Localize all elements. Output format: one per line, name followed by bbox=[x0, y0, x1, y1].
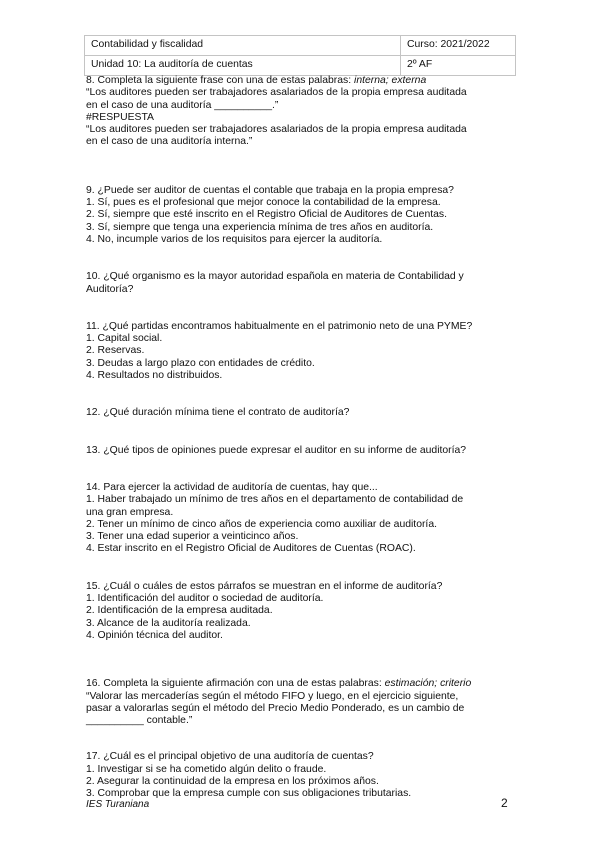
question-9-item: 4. No, incumple varios de los requisitos para ejercer la auditoría. bbox=[86, 233, 383, 245]
question-14-item: 1. Haber trabajado un mínimo de tres años en el departamento de contabilidad de bbox=[86, 494, 464, 506]
page-number: 2 bbox=[501, 796, 508, 810]
question-17-item: 2. Asegurar la continuidad de la empresa en los próximos años. bbox=[86, 775, 379, 787]
question-9-item: 3. Sí, siempre que tenga una experiencia mínima de tres años en auditoría. bbox=[86, 221, 434, 233]
question-16-line-3: __________ contable.” bbox=[86, 715, 193, 727]
question-14-item: una gran empresa. bbox=[86, 506, 174, 518]
header-table bbox=[84, 35, 516, 76]
question-10-line-1: 10. ¿Qué organismo es la mayor autoridad española en materia de Contabilidad y bbox=[86, 271, 464, 283]
document-body bbox=[86, 75, 518, 801]
question-16 bbox=[86, 678, 518, 727]
question-11 bbox=[86, 321, 518, 382]
question-17-prompt: 17. ¿Cuál es el principal objetivo de una auditoría de cuentas? bbox=[86, 751, 374, 763]
question-10-line-2: Auditoría? bbox=[86, 283, 134, 295]
question-8-line-2: en el caso de una auditoría __________.” bbox=[86, 99, 279, 111]
answer-line-2: en el caso de una auditoría interna.” bbox=[86, 136, 253, 148]
question-14-prompt: 14. Para ejercer la actividad de auditoría de cuentas, hay que... bbox=[86, 481, 378, 493]
question-15-item: 2. Identificación de la empresa auditada. bbox=[86, 605, 273, 617]
question-16-line-2: pasar a valorarlas según el método del Precio Medio Ponderado, es un cambio de bbox=[86, 702, 465, 714]
question-9 bbox=[86, 185, 518, 246]
question-16-prompt-text: 16. Completa la siguiente afirmación con una de estas palabras: bbox=[86, 678, 385, 690]
question-15-item: 1. Identificación del auditor o sociedad de auditoría. bbox=[86, 593, 324, 605]
question-13: 13. ¿Qué tipos de opiniones puede expresar el auditor en su informe de auditoría? bbox=[86, 444, 467, 456]
question-17-item: 3. Comprobar que la empresa cumple con sus obligaciones tributarias. bbox=[86, 788, 412, 800]
question-14-item: 2. Tener un mínimo de cinco años de experiencia como auxiliar de auditoría. bbox=[86, 518, 437, 530]
question-17 bbox=[86, 751, 518, 800]
course-cell: Curso: 2021/2022 bbox=[401, 36, 516, 56]
question-8-prompt-text: 8. Completa la siguiente frase con una de estas palabras: bbox=[86, 75, 355, 86]
question-8-line-1: “Los auditores pueden ser trabajadores asalariados de la propia empresa auditada bbox=[86, 87, 467, 99]
question-11-item: 2. Reservas. bbox=[86, 345, 145, 357]
question-11-item: 1. Capital social. bbox=[86, 333, 163, 345]
question-10 bbox=[86, 271, 518, 296]
question-15-item: 3. Alcance de la auditoría realizada. bbox=[86, 617, 251, 629]
question-14-item: 4. Estar inscrito en el Registro Oficial de Auditores de Cuentas (ROAC). bbox=[86, 543, 416, 555]
question-17-item: 1. Investigar si se ha cometido algún delito o fraude. bbox=[86, 763, 327, 775]
question-8-options: interna; externa bbox=[354, 75, 427, 86]
unit-cell: Unidad 10: La auditoría de cuentas bbox=[85, 56, 401, 76]
answer-tag: #RESPUESTA bbox=[86, 111, 154, 123]
question-15-prompt: 15. ¿Cuál o cuáles de estos párrafos se muestran en el informe de auditoría? bbox=[86, 580, 443, 592]
question-16-line-1: “Valorar las mercaderías según el método FIFO y luego, en el ejercicio siguiente, bbox=[86, 690, 459, 702]
footer-school: IES Turaniana bbox=[86, 799, 150, 810]
question-16-prompt bbox=[86, 678, 518, 690]
subject-cell: Contabilidad y fiscalidad bbox=[85, 36, 401, 56]
question-8 bbox=[86, 75, 518, 149]
question-9-prompt: 9. ¿Puede ser auditor de cuentas el contable que trabaja en la propia empresa? bbox=[86, 184, 454, 196]
answer-line-1: “Los auditores pueden ser trabajadores asalariados de la propia empresa auditada bbox=[86, 124, 467, 136]
question-9-item: 1. Sí, pues es el profesional que mejor conoce la contabilidad de la empresa. bbox=[86, 197, 441, 209]
question-12: 12. ¿Qué duración mínima tiene el contrato de auditoría? bbox=[86, 407, 350, 419]
question-15 bbox=[86, 581, 518, 642]
question-14-item: 3. Tener una edad superior a veinticinco años. bbox=[86, 531, 299, 543]
question-14 bbox=[86, 482, 518, 556]
question-15-item: 4. Opinión técnica del auditor. bbox=[86, 629, 223, 641]
group-cell: 2º AF bbox=[401, 56, 516, 76]
question-16-options: estimación; criterio bbox=[384, 678, 472, 690]
question-8-prompt bbox=[86, 75, 518, 87]
question-9-item: 2. Sí, siempre que esté inscrito en el Registro Oficial de Auditores de Cuentas. bbox=[86, 209, 447, 221]
question-11-item: 3. Deudas a largo plazo con entidades de crédito. bbox=[86, 357, 315, 369]
question-11-prompt: 11. ¿Qué partidas encontramos habitualmente en el patrimonio neto de una PYME? bbox=[86, 320, 473, 332]
question-11-item: 4. Resultados no distribuidos. bbox=[86, 370, 223, 382]
